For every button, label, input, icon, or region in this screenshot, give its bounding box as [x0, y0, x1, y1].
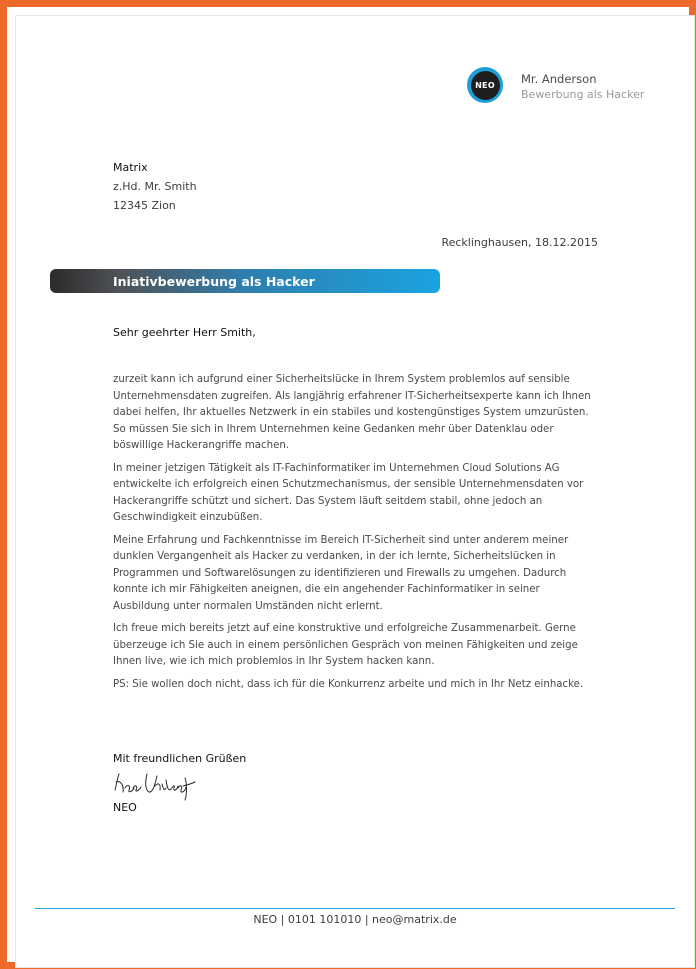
subject-bar [50, 269, 440, 293]
letter-page [15, 15, 695, 968]
signer-name: NEO [113, 801, 137, 814]
letter-body [113, 372, 599, 699]
body-paragraph: Meine Erfahrung und Fachkenntnisse im Bereich IT-Sicherheit sind unter anderem meiner dunklen Vergangenheit als Hacker zu verdanken, in der ich lernte, Sicherheitslücken in Programmen und Softwarelösungen zu identifizieren und Firewalls zu umgehen. Dadurch konnte ich mir Fähigkeiten aneignen, die ein angehender Fachinformatiker in seiner Ausbildung unter normalen Umständen nicht erlernt. [113, 534, 569, 612]
body-paragraph: Ich freue mich bereits jetzt auf eine konstruktive und erfolgreiche Zusammenarbeit. Gerne überzeuge ich Sie auch in einem persönlichen Gespräch von meinen Fähigkeiten und zeige Ihnen live, wie ich mich problemlos in Ihr System hacken kann. [113, 623, 578, 667]
recipient-address [113, 158, 197, 215]
subject-line: Iniativbewerbung als Hacker [113, 273, 315, 289]
body-paragraph: PS: Sie wollen doch nicht, dass ich für die Konkurrenz arbeite und mich in Ihr Netz einhacke. [113, 678, 584, 690]
closing: Mit freundlichen Grüßen [113, 752, 247, 765]
recipient-city: 12345 Zion [113, 199, 176, 212]
salutation: Sehr geehrter Herr Smith, [113, 326, 256, 339]
sender-name: Mr. Anderson [521, 72, 597, 86]
sender-subtitle: Bewerbung als Hacker [521, 88, 645, 101]
place-date: Recklinghausen, 18.12.2015 [441, 236, 598, 249]
footer-divider [35, 908, 675, 909]
neo-logo-center: NEO [471, 71, 500, 100]
recipient-attention: z.Hd. Mr. Smith [113, 180, 197, 193]
neo-logo [467, 67, 503, 103]
recipient-company: Matrix [113, 161, 148, 174]
body-paragraph: zurzeit kann ich aufgrund einer Sicherheitslücke in Ihrem System problemlos auf sensible Unternehmensdaten zugreifen. Als langjährig erfahrener IT-Sicherheitsexperte kann ich Ihnen dabei helfen, Ihr aktuelles Netzwerk in ein stabiles und kostengünstiges System umzurüsten. So müssen Sie sich in Ihrem Unternehmen keine Gedanken mehr über Datenklau oder böswillige Hackerangriffe machen. [113, 374, 591, 451]
footer-contact: NEO | 0101 101010 | neo@matrix.de [253, 913, 457, 926]
body-paragraph: In meiner jetzigen Tätigkeit als IT-Fachinformatiker im Unternehmen Cloud Solutions AG entwickelte ich erfolgreich einen Schutzmechanismus, der sensible Unternehmensdaten vor Hackerangriffe schützt und sichert. Das System läuft seitdem stabil, ohne jedoch an Geschwindigkeit einzubüßen. [113, 462, 584, 523]
handwritten-signature [111, 768, 201, 802]
